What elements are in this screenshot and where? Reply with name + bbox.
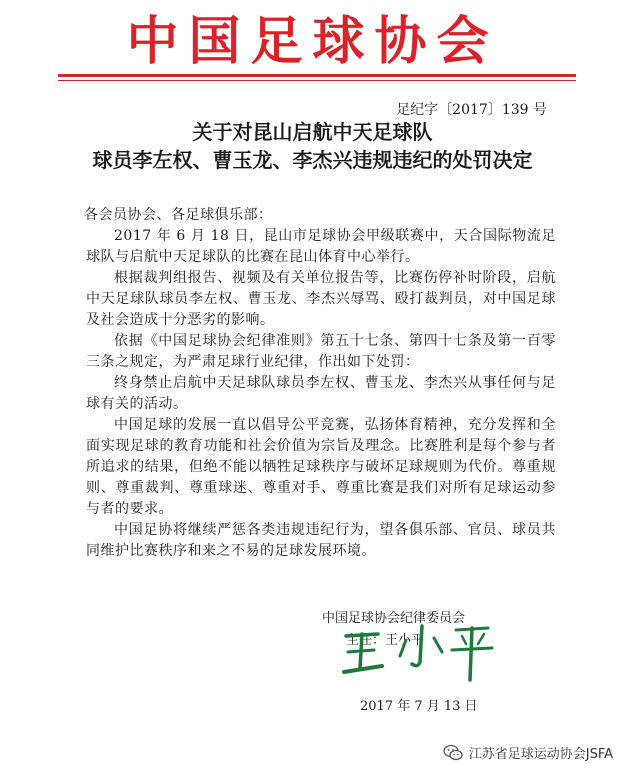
paragraph-3: 依据《中国足球协会纪律准则》第五十七条、第四十七条及第一百零三条之规定，为严肃足球行业纪律，作出如下处罚： xyxy=(86,333,556,370)
signature-date: 2017 年 7 月 13 日 xyxy=(360,699,478,714)
paragraph-1: 2017 年 6 月 18 日，昆山市足球协会甲级联赛中，天合国际物流足球队与启航中天足球队的比赛在昆山体育中心举行。 xyxy=(86,228,556,265)
letterhead-title: 中国足球协会 xyxy=(126,11,499,72)
salutation: 各会员协会、各足球俱乐部： xyxy=(84,207,273,223)
signature-director: 主任：王小平 xyxy=(346,633,425,648)
paragraph-5: 中国足球的发展一直以倡导公平竞赛，弘扬体育精神，充分发挥和全面实现足球的教育功能和社会价值为宗旨及理念。比赛胜利是每个参与者所追求的结果，但绝不能以牺牲足球秩序与破坏足球规则为代价。尊重规则、尊重裁判、尊重球迷、尊重对手、尊重比赛是我们对所有足球运动参与者的要求。 xyxy=(86,417,556,517)
paragraph-4: 终身禁止启航中天足球队球员李左权、曹玉龙、李杰兴从事任何与足球有关的活动。 xyxy=(86,375,556,412)
handwritten-signature xyxy=(338,622,498,682)
document-title-line2: 球员李左权、曹玉龙、李杰兴违规违纪的处罚决定 xyxy=(92,148,533,172)
signature-organization: 中国足球协会纪律委员会 xyxy=(322,611,466,626)
paragraph-2: 根据裁判组报告、视频及有关单位报告等，比赛伤停补时阶段，启航中天足球队球员李左权、曹玉龙、李杰兴辱骂、殴打裁判员，对中国足球及社会造成十分恶劣的影响。 xyxy=(86,270,556,328)
wechat-icon xyxy=(443,744,463,762)
document-body xyxy=(86,205,556,562)
paragraph-6: 中国足协将继续严惩各类违规违纪行为，望各俱乐部、官员、球员共同维护比赛秩序和来之不易的足球发展环境。 xyxy=(86,522,556,559)
watermark xyxy=(443,743,613,762)
document-number: 足纪字〔2017〕139 号 xyxy=(396,102,547,118)
letterhead-rule-thin xyxy=(58,80,576,81)
watermark-text: 江苏省足球运动协会JSFA xyxy=(468,747,613,762)
document-title-line1: 关于对昆山启航中天足球队 xyxy=(192,120,433,144)
letterhead-rule-thick xyxy=(58,74,576,77)
